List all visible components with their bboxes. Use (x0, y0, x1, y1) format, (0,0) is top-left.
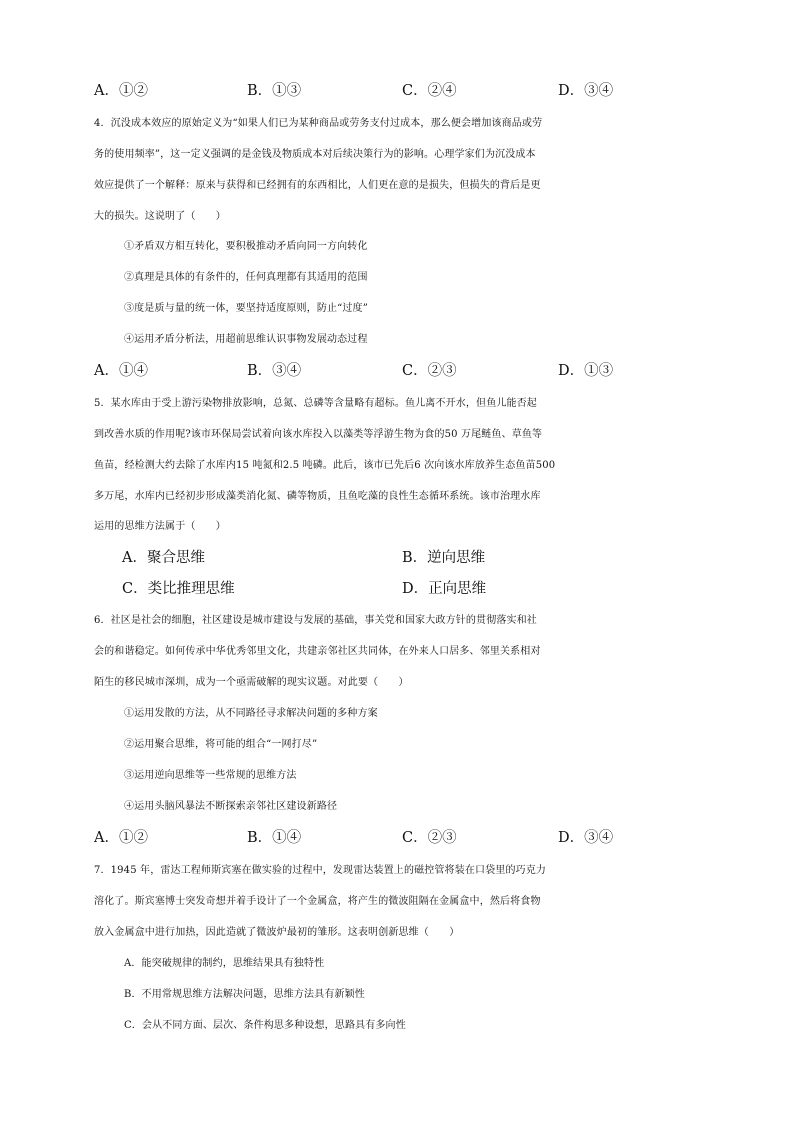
q4-option-d[interactable]: D．①③ (558, 363, 614, 379)
q4-option-b[interactable]: B．③④ (247, 363, 302, 379)
q6-option-a[interactable]: A．①② (94, 830, 148, 846)
q4-item-3: ③度是质与量的统一体，要坚持适度原则，防止“过度” (124, 303, 368, 314)
q5-option-d[interactable]: D．正向思维 (402, 581, 487, 597)
q7-stem-line-2: 溶化了。斯宾塞博士突发奇想并着手设计了一个金属盒，将产生的微波阻隔在金属盒中，然后将食物 (94, 896, 541, 907)
q6-item-3: ③运用逆向思维等一些常规的思维方法 (124, 770, 297, 781)
q6-option-c[interactable]: C．②③ (402, 830, 457, 846)
q3-option-b[interactable]: B．①③ (247, 83, 302, 99)
q6-options (0, 826, 794, 850)
q7-stem-line-1: 7．1945 年，雷达工程师斯宾塞在做实验的过程中，发现雷达装置上的磁控管将装在口袋里的巧克力 (94, 865, 547, 876)
q6-option-d[interactable]: D．③④ (558, 830, 614, 846)
q7-option-a[interactable]: A．能突破规律的制约，思维结果具有独特性 (124, 958, 325, 969)
q4-stem-line-3: 效应提供了一个解释：原来与获得和已经拥有的东西相比，人们更在意的是损失，但损失的背后是更 (94, 180, 541, 191)
q3-option-c[interactable]: C．②④ (402, 83, 457, 99)
q4-stem-line-2: 务的使用频率”，这一定义强调的是金钱及物质成本对后续决策行为的影响。心理学家们为沉没成本 (94, 149, 536, 160)
q7-option-b[interactable]: B．不用常规思维方法解决问题，思维方法具有新颖性 (124, 989, 365, 1000)
q4-option-c[interactable]: C．②③ (402, 363, 457, 379)
q6-option-b[interactable]: B．①④ (247, 830, 302, 846)
q6-stem-line-3: 陌生的移民城市深圳，成为一个亟需破解的现实议题。对此要（ ） (94, 677, 409, 688)
q5-option-a[interactable]: A．聚合思维 (122, 550, 205, 566)
q5-options-row-1 (0, 546, 794, 570)
q6-item-4: ④运用头脑风暴法不断探索亲邻社区建设新路径 (124, 801, 338, 812)
q5-stem-line-5: 运用的思维方法属于（ ） (94, 521, 226, 532)
q4-stem-line-1: 4．沉没成本效应的原始定义为“如果人们已为某种商品或劳务支付过成本，那么便会增加该商品或劳 (94, 118, 543, 129)
q6-item-1: ①运用发散的方法，从不同路径寻求解决问题的多种方案 (124, 708, 378, 719)
q7-stem-line-3: 放入金属盒中进行加热，因此造就了微波炉最初的雏形。这表明创新思维（ ） (94, 927, 460, 938)
q5-stem-line-4: 多万尾，水库内已经初步形成藻类消化氮、磷等物质，且鱼吃藻的良性生态循环系统。该市治理水库 (94, 491, 541, 502)
q3-option-d[interactable]: D．③④ (558, 83, 614, 99)
q4-item-4: ④运用矛盾分析法，用超前思维认识事物发展动态过程 (124, 334, 368, 345)
q5-stem-line-3: 鱼苗，经检测大约去除了水库内15 吨氮和2.5 吨磷。此后，该市已先后6 次向该水库放养生态鱼苗500 (94, 460, 556, 471)
q5-option-b[interactable]: B．逆向思维 (402, 550, 486, 566)
q7-option-c[interactable]: C．会从不同方面、层次、条件构思多种设想，思路具有多向性 (124, 1020, 406, 1031)
q5-stem-line-1: 5．某水库由于受上游污染物排放影响，总氮、总磷等含量略有超标。鱼儿离不开水，但鱼儿能否起 (94, 398, 537, 409)
q4-item-1: ①矛盾双方相互转化，要积极推动矛盾向同一方向转化 (124, 241, 368, 252)
q6-stem-line-2: 会的和谐稳定。如何传承中华优秀邻里文化，共建亲邻社区共同体，在外来人口居多、邻里关系相对 (94, 646, 541, 657)
q4-stem-line-4: 大的损失。这说明了（ ） (94, 211, 226, 222)
q3-option-a[interactable]: A．①② (94, 83, 148, 99)
q3-options (0, 79, 794, 103)
q4-item-2: ②真理是具体的有条件的，任何真理都有其适用的范围 (124, 272, 368, 283)
q4-options (0, 359, 794, 383)
q6-item-2: ②运用聚合思维，将可能的组合“一网打尽” (124, 739, 318, 750)
q4-option-a[interactable]: A．①④ (94, 363, 148, 379)
q5-option-c[interactable]: C．类比推理思维 (122, 581, 235, 597)
q6-stem-line-1: 6．社区是社会的细胞，社区建设是城市建设与发展的基础，事关党和国家大政方针的贯彻落实和社 (94, 615, 537, 626)
q5-stem-line-2: 到改善水质的作用呢?该市环保局尝试着向该水库投入以藻类等浮游生物为食的50 万尾鲢鱼、草鱼等 (94, 429, 543, 440)
q5-options-row-2 (0, 577, 794, 601)
